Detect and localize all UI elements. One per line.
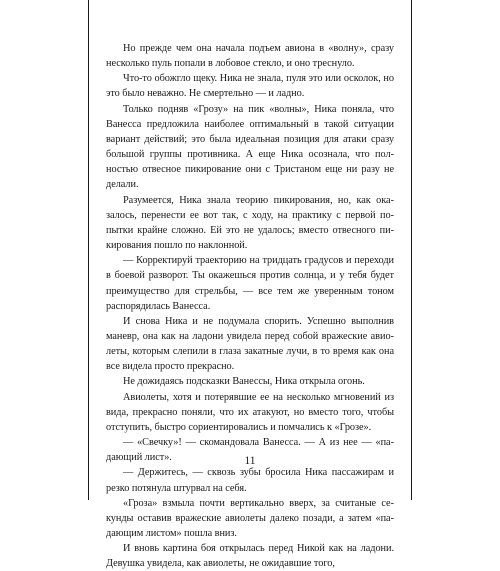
- body-text: [106, 41, 394, 571]
- paragraph: И вновь картина боя открылась перед Никой как на ладони. Девушка увидела, как авиолеты, не ожидавшие того,: [106, 543, 394, 570]
- paragraph: Авиолеты, хотя и потерявшие ее на несколько мгновений из вида, прекрасно поняли, что их атакуют, но вместо того, чтобы отступить, быстро сориентировались и помчались к «Грозе».: [106, 391, 394, 433]
- paragraph: Не дожидаясь подсказки Ванессы, Ника открыла огонь.: [123, 376, 365, 388]
- paragraph: Разумеется, Ника знала теорию пикирования, но, как оказалось, перенести ее вот так, с ходу, на практику с первой попытки крайне сложно. Ей это не удалось; вместо отвесного пикирования пошло по наклонной.: [106, 194, 394, 252]
- paragraph: «Гроза» взмыла почти вертикально вверх, за считаные секунды оставив вражеские авиолеты далеко позади, а затем «падающим листом» пошла вниз.: [106, 497, 394, 539]
- paragraph: Только подняв «Грозу» на пик «волны», Ника поняла, что Ванесса предложила наиболее оптимальный в такой ситуации вариант действий; это была идеальная позиция для атаки сразу большой группы противника. А еще Ника осознала, что полностью отвесное пикирование они с Тристаном еще ни разу не делали.: [106, 103, 394, 191]
- paragraph: — Держитесь, — сквозь зубы бросила Ника пассажирам и резко потянула штурвал на себя.: [106, 467, 394, 494]
- page-number: 11: [244, 455, 256, 467]
- paragraph: — Корректируй траекторию на тридцать градусов и переходи в боевой разворот. Ты окажешься против солнца, и у тебя будет преимущество для стрельбы, — все тем же уверенным тоном распорядилась Ванесса.: [106, 255, 394, 312]
- paragraph: Но прежде чем она начала подъем авиона в «волну», сразу несколько пуль попали в лобовое стекло, и оно треснуло.: [106, 43, 394, 70]
- paragraph: Что-то обожгло щеку. Ника не знала, пуля это или осколок, но это было неважно. Не смертельно — и ладно.: [106, 73, 394, 100]
- paragraph: — «Свечку»! — скомандовала Ванесса. — А из нее — «падающий лист».: [106, 437, 394, 464]
- book-page: [88, 0, 412, 570]
- paragraph: И снова Ника и не подумала спорить. Успешно выполнив маневр, она как на ладони увидела перед собой вражеские авиолеты, которым слепили в глаза закатные лучи, в то время как она все видела просто прекрасно.: [106, 315, 394, 373]
